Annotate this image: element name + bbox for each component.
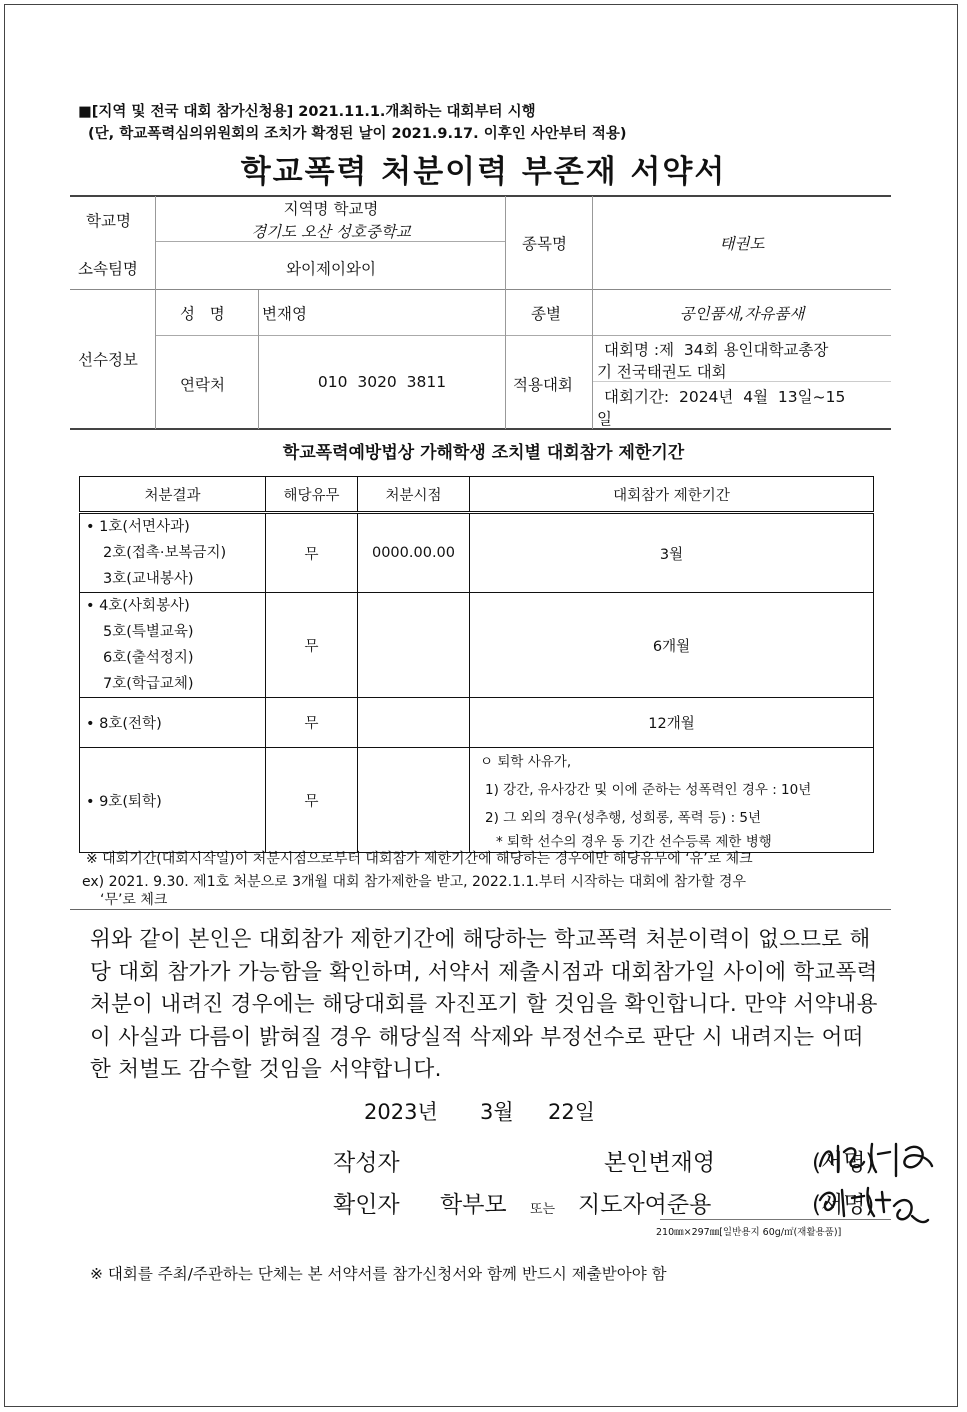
result-item: • 4호(사회봉사)	[86, 598, 190, 614]
applied-competition-label: 적용대회	[513, 376, 573, 394]
result-item: 6호(출석정지)	[103, 650, 194, 666]
applicable-cell: 무	[266, 748, 358, 853]
pledge-month: 3월	[480, 1100, 514, 1124]
period-cell	[470, 748, 874, 853]
writer-seal-label: (서명)	[812, 1150, 875, 1176]
header-line-2: (단, 학교폭력심의위원회의 조치가 확정된 날이 2021.9.17. 이후인 사안부터 적용)	[88, 126, 627, 142]
restriction-table	[79, 476, 874, 853]
period-line: * 퇴학 선수의 경우 동 기간 선수등록 제한 병행	[496, 834, 772, 850]
school-label: 학교명	[86, 212, 131, 230]
player-info-label: 선수정보	[78, 351, 138, 369]
or-label: 또는	[530, 1202, 556, 1217]
result-cell	[80, 593, 266, 698]
col-header-applicable: 해당유무	[266, 477, 358, 513]
applicable-cell: 무	[266, 698, 358, 748]
competition-period-line2: 일	[597, 410, 612, 428]
table-row	[80, 698, 874, 748]
result-item: 7호(학급교체)	[103, 676, 194, 692]
info-divider	[258, 290, 259, 429]
note-3: ‘무’로 체크	[100, 892, 168, 908]
applicable-cell: 무	[266, 513, 358, 593]
coach-name: 지도자여준용	[578, 1192, 712, 1218]
table-row	[80, 748, 874, 853]
result-cell	[80, 513, 266, 593]
paper-spec: 210㎜×297㎜[일반용지 60g/㎡(재활용품)]	[656, 1227, 842, 1238]
result-item: 3호(교내봉사)	[103, 571, 194, 587]
parent-label: 학부모	[440, 1192, 507, 1218]
info-bottom-border	[70, 428, 891, 430]
col-header-date: 처분시점	[358, 477, 470, 513]
pledge-day: 22일	[548, 1100, 596, 1124]
period-cell: 3월	[470, 513, 874, 593]
writer-name: 본인변재영	[604, 1150, 716, 1176]
team-value: 와이제이와이	[286, 260, 376, 278]
competition-period-line1: 대회기간: 2024년 4월 13일~15	[604, 388, 846, 406]
pledge-year: 2023년	[364, 1100, 438, 1124]
name-value: 변재영	[262, 305, 307, 323]
category-label: 종별	[531, 305, 561, 323]
result-cell: • 8호(전학)	[80, 698, 266, 748]
period-cell: 6개월	[470, 593, 874, 698]
writer-label: 작성자	[333, 1150, 400, 1176]
date-cell	[358, 698, 470, 748]
date-cell	[358, 593, 470, 698]
document-title: 학교폭력 처분이력 부존재 서약서	[240, 154, 727, 190]
section-title: 학교폭력예방법상 가해학생 조치별 대회참가 제한기간	[282, 443, 685, 463]
category-value: 공인품새,자유품새	[679, 305, 805, 323]
result-cell: • 9호(퇴학)	[80, 748, 266, 853]
divider	[70, 909, 891, 910]
table-header-row	[80, 477, 874, 513]
info-line	[155, 335, 891, 336]
paper-spec-rule	[660, 1219, 891, 1220]
period-line: ㅇ 퇴학 사유가,	[480, 754, 572, 770]
team-label: 소속팀명	[78, 260, 138, 278]
info-line	[70, 289, 891, 290]
table-row	[80, 513, 874, 593]
header-line-1: ■[지역 및 전국 대회 참가신청용] 2021.11.1.개최하는 대회부터 시행	[78, 104, 536, 120]
result-item: 2호(접촉·보복금지)	[103, 545, 227, 561]
school-sub-label: 지역명 학교명	[283, 200, 379, 218]
pledge-text: 위와 같이 본인은 대회참가 제한기간에 해당하는 학교폭력 처분이력이 없으므로 해당 대회 참가가 가능함을 확인하며, 서약서 제출시점과 대회참가일 사이에 학교폭력 처분이 내려진 경우에는 해당대회를 자진포기 할 것임을 확인합니다. 만약 서약내용이 사실과 다름이 밝혀질 경우 해당실적 삭제와 부정선수로 판단 시 내려지는 어떠한 처벌도 감수할 것임을 서약합니다.	[90, 927, 878, 1082]
period-cell: 12개월	[470, 698, 874, 748]
competition-name-line1: 대회명 :제 34회 용인대학교총장	[604, 341, 829, 359]
note-1: ※ 대회기간(대회시작일)이 처분시점으로부터 대회참가 제한기간에 해당하는 경우에만 해당유무에 ‘유’로 체크	[86, 851, 753, 867]
result-item: 5호(특별교육)	[103, 624, 194, 640]
date-cell	[358, 748, 470, 853]
date-cell: 0000.00.00	[358, 513, 470, 593]
col-header-result: 처분결과	[80, 477, 266, 513]
event-label: 종목명	[522, 235, 567, 253]
col-header-period: 대회참가 제한기간	[470, 477, 874, 513]
confirmer-label: 확인자	[333, 1192, 400, 1218]
note-2: ex) 2021. 9.30. 제1호 처분으로 3개월 대회 참가제한을 받고, 2022.1.1.부터 시작하는 대회에 참가할 경우	[82, 874, 746, 890]
writer-handwritten-signature	[812, 1136, 942, 1182]
result-item: • 1호(서면사과)	[86, 519, 190, 535]
competition-name-line2: 기 전국태권도 대회	[597, 363, 727, 381]
applicable-cell: 무	[266, 593, 358, 698]
period-line: 1) 강간, 유사강간 및 이에 준하는 성폭력인 경우 : 10년	[485, 782, 812, 798]
period-line: 2) 그 외의 경우(성추행, 성희롱, 폭력 등) : 5년	[485, 810, 762, 826]
school-value: 경기도 오산 성호중학교	[251, 223, 411, 241]
table-row	[80, 593, 874, 698]
event-value: 태권도	[719, 235, 765, 253]
footer-note: ※ 대회를 주최/주관하는 단체는 본 서약서를 참가신청서와 함께 반드시 제출받아야 함	[90, 1265, 667, 1283]
name-label: 성 명	[180, 305, 225, 323]
contact-value: 010 3020 3811	[317, 373, 447, 391]
contact-label: 연락처	[180, 376, 225, 394]
coach-seal-label: (서명)	[812, 1192, 875, 1218]
